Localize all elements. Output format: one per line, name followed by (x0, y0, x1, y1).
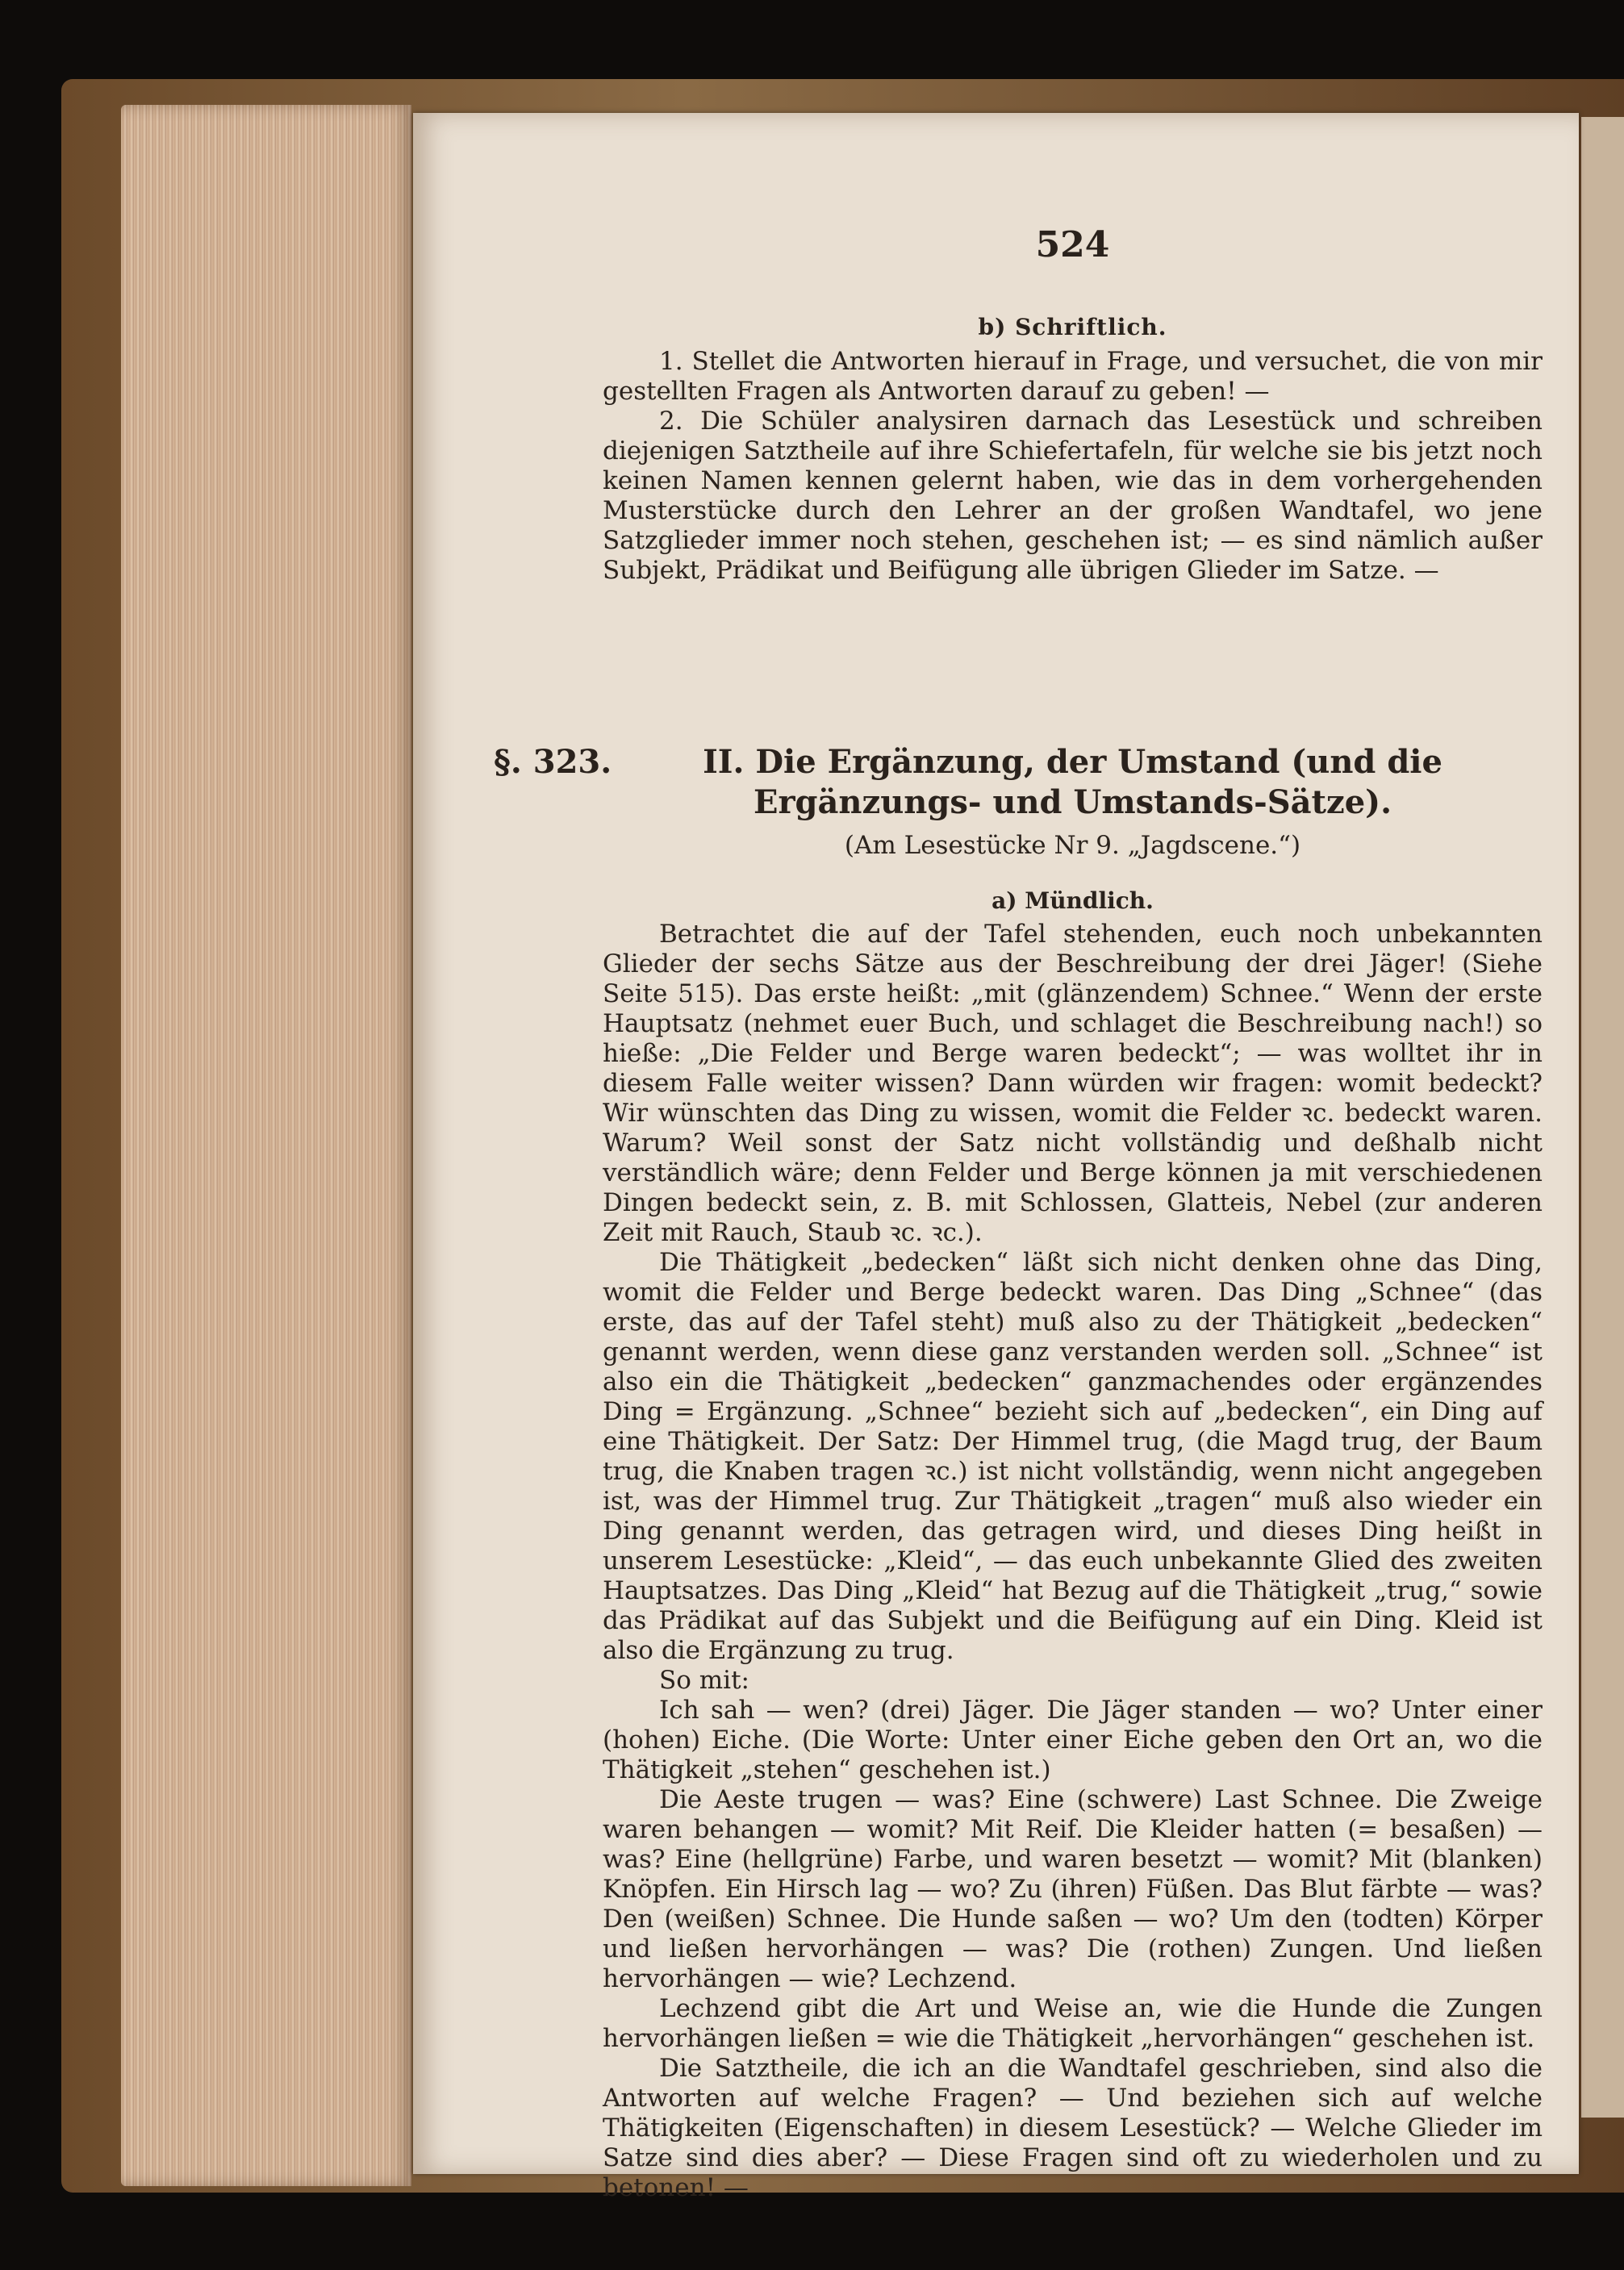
section-title: II. Die Ergänzung, der Umstand (und die Ergänzungs- und Umstands-Sätze). (703, 743, 1442, 821)
written-section (603, 347, 1543, 586)
paragraph: Ich sah — wen? (drei) Jäger. Die Jäger standen — wo? Unter einer (hohen) Eiche. (Die Worte: Unter einer Eiche geben den Ort an, wo die Thätigkeit „stehen“ geschehen ist.) (603, 1696, 1543, 1784)
section-subtitle: (Am Lesestücke Nr 9. „Jagdscene.“) (844, 831, 1301, 860)
paragraph: Die Aeste trugen — was? Eine (schwere) Last Schnee. Die Zweige waren behangen — womit? Mit Reif. Die Kleider hatten (= besaßen) — was? Eine (hellgrüne) Farbe, und waren besetzt — womit? Mit (blanken) Knöpfen. Ein Hirsch lag — wo? Zu (ihren) Füßen. Das Blut färbte — was? Den (weißen) Schnee. Die Hunde saßen — wo? Um den (todten) Körper und ließen hervorhängen — was? Die (rothen) Zungen. Und ließen hervorhängen — wie? Lechzend. (603, 1785, 1543, 1993)
paragraph: So mit: (659, 1666, 749, 1695)
section-number: §. 323. (494, 743, 612, 781)
section-heading (494, 742, 1543, 823)
page-edges (121, 105, 411, 2186)
paragraph: Lechzend gibt die Art und Weise an, wie die Hunde die Zungen hervorhängen ließen = wie die Thätigkeit „hervorhängen“ geschehen ist. (603, 1994, 1543, 2053)
written-item-1: 1. Stellet die Antworten hierauf in Frage, und versuchet, die von mir gestellten Fragen als Antworten darauf zu geben! — (603, 347, 1543, 406)
oral-heading: a) Mündlich. (992, 887, 1154, 914)
written-item-2: 2. Die Schüler analysiren darnach das Lesestück und schreiben diejenigen Satztheile auf ihre Schiefertafeln, für welche sie bis jetzt noch keinen Namen kennen gelernt haben, wie das in dem vorhergehenden Musterstücke durch den Lehrer an der großen Wandtafel, wo jene Satzglieder immer noch stehen, geschehen ist; — es sind nämlich außer Subjekt, Prädikat und Beifügung alle übrigen Glieder im Satze. — (603, 407, 1543, 585)
page-number: 524 (1035, 224, 1110, 265)
paragraph: Betrachtet die auf der Tafel stehenden, euch noch unbekannten Glieder der sechs Sätze aus der Beschreibung der drei Jäger! (Siehe Seite 515). Das erste heißt: „mit (glänzendem) Schnee.“ Wenn der erste Hauptsatz (nehmet euer Buch, und schlaget die Beschreibung nach!) so hieße: „Die Felder und Berge waren bedeckt“; — was wolltet ihr in diesem Falle weiter wissen? Dann würden wir fragen: womit bedeckt? Wir wünschten das Ding zu wissen, womit die Felder ꝛc. bedeckt waren. Warum? Weil sonst der Satz nicht vollständig und deßhalb nicht verständlich wäre; denn Felder und Berge können ja mit verschiedenen Dingen bedeckt sein, z. B. mit Schlossen, Glatteis, Nebel (zur anderen Zeit mit Rauch, Staub ꝛc. ꝛc.). (603, 920, 1543, 1247)
paragraph: Die Thätigkeit „bedecken“ läßt sich nicht denken ohne das Ding, womit die Felder und Berge bedeckt waren. Das Ding „Schnee“ (das erste, das auf der Tafel steht) muß also zu der Thätigkeit „bedecken“ genannt werden, wenn diese ganz verstanden werden soll. „Schnee“ ist also ein die Thätigkeit „bedecken“ ganzmachendes oder ergänzendes Ding = Ergänzung. „Schnee“ bezieht sich auf „bedecken“, ein Ding auf eine Thätigkeit. Der Satz: Der Himmel trug, (die Magd trug, der Baum trug, die Knaben tragen ꝛc.) ist nicht vollständig, wenn nicht angegeben ist, was der Himmel trug. Zur Thätigkeit „tragen“ muß also wieder ein Ding genannt werden, das getragen wird, und dieses Ding heißt in unserem Lesestücke: „Kleid“, — das euch unbekannte Glied des zweiten Hauptsatzes. Das Ding „Kleid“ hat Bezug auf die Thätigkeit „trug,“ sowie das Prädikat auf das Subjekt und die Beifügung auf ein Ding. Kleid ist also die Ergänzung zu trug. (603, 1248, 1543, 1665)
book-page (413, 113, 1579, 2202)
oral-section (603, 920, 1543, 2203)
next-page-edge (1581, 117, 1624, 2118)
paragraph: Die Satztheile, die ich an die Wandtafel geschrieben, sind also die Antworten auf welche Fragen? — Und beziehen sich auf welche Thätigkeiten (Eigenschaften) in diesem Lesestück? — Welche Glieder im Satze sind dies aber? — Diese Fragen sind oft zu wiederholen und zu betonen! — (603, 2054, 1543, 2202)
written-heading: b) Schriftlich. (978, 314, 1167, 340)
